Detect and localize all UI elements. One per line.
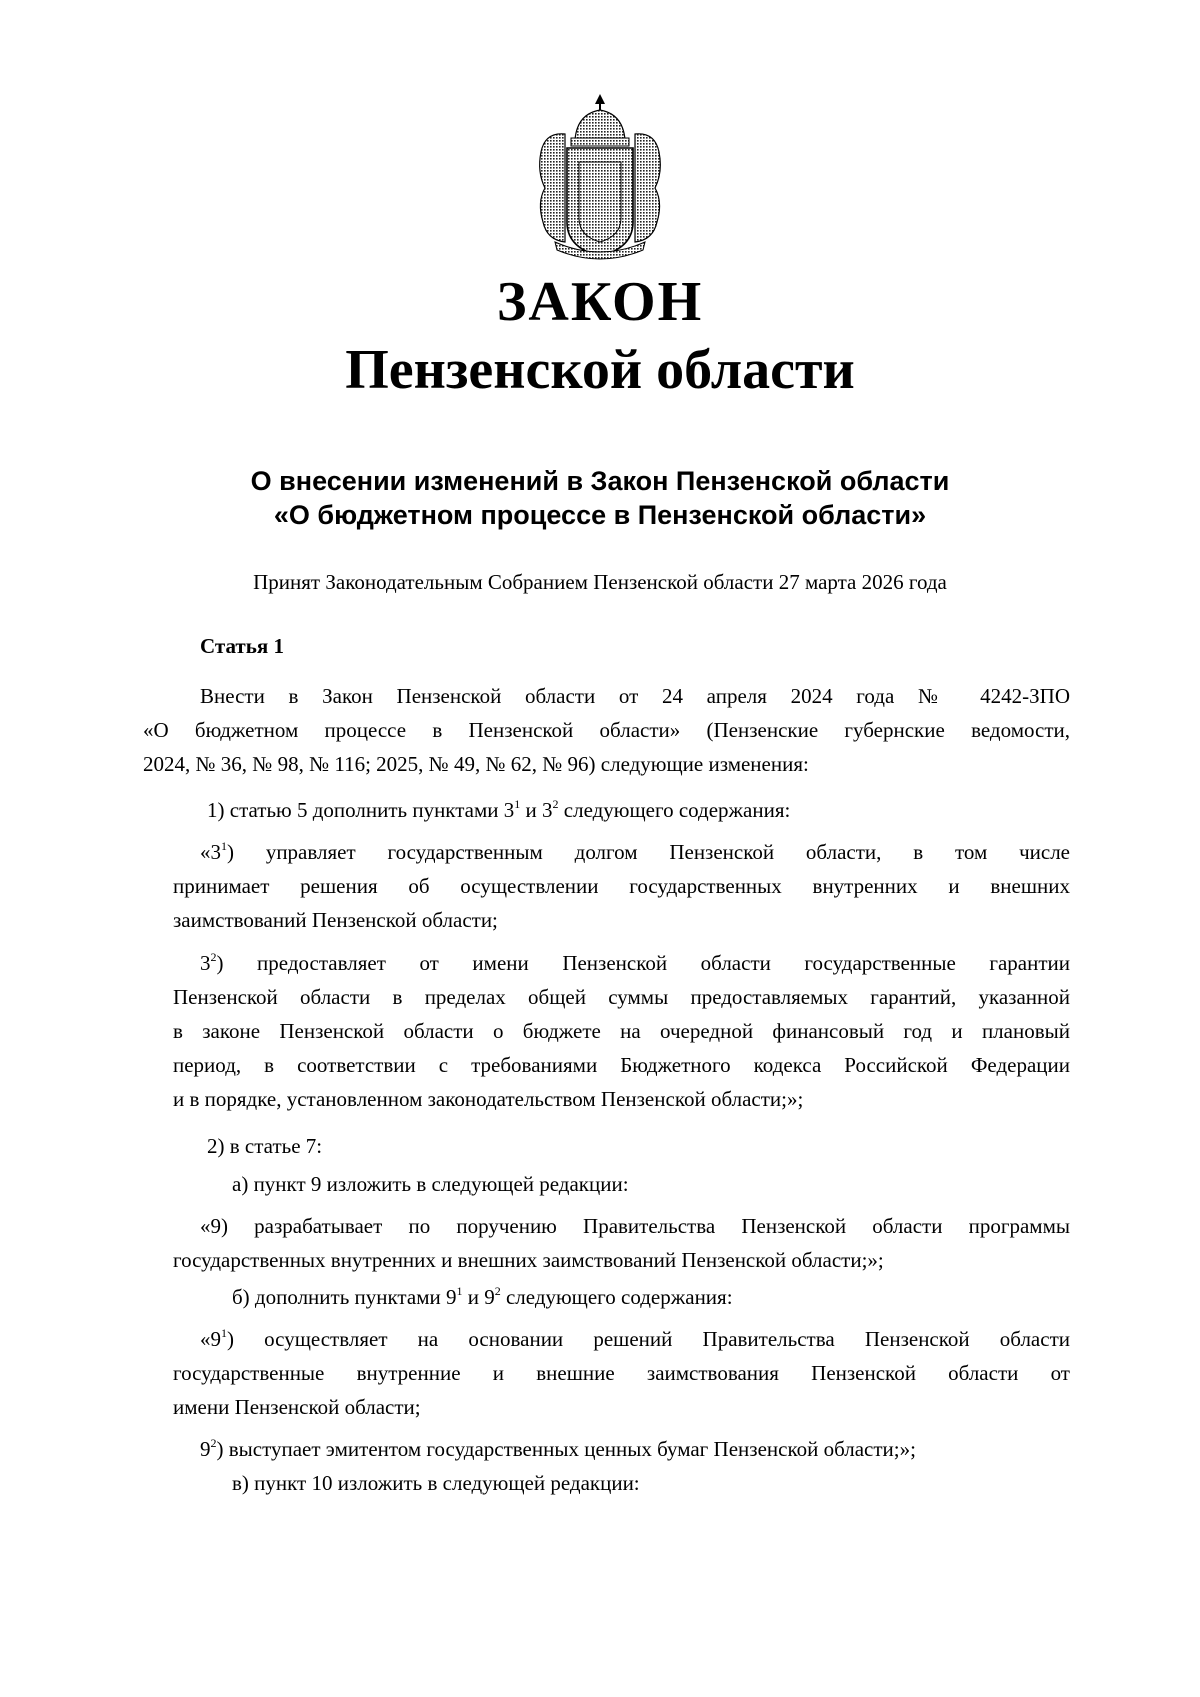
item-1-sup-b: 2 xyxy=(552,797,559,811)
point-3-2-number: 3 xyxy=(200,951,211,975)
item-1 xyxy=(207,793,1067,827)
point-3-1-line-1 xyxy=(200,835,1070,869)
item-1-text-a: 1) статью 5 дополнить пунктами 3 xyxy=(207,798,515,822)
point-3-1-line-3: заимствований Пензенской области; xyxy=(173,908,498,932)
intro-line-3: 2024, № 36, № 98, № 116; 2025, № 49, № 62, № 96) следующие изменения: xyxy=(143,752,809,776)
point-3-2-line-1 xyxy=(200,946,1070,980)
subitem-b xyxy=(232,1280,1072,1314)
item-1-text-c: следующего содержания: xyxy=(558,798,791,822)
point-9-1-line-3: имени Пензенской области; xyxy=(173,1395,421,1419)
subitem-a: а) пункт 9 изложить в следующей редакции: xyxy=(232,1172,629,1196)
law-title: ЗАКОН xyxy=(496,271,704,333)
point-3-1-line-2: принимает решения об осуществлении государственных внутренних и внешних xyxy=(173,874,1070,898)
subitem-b-sup-a: 1 xyxy=(456,1284,463,1298)
point-3-1-sup: 1 xyxy=(221,839,227,853)
point-9-2-text-1: ) выступает эмитентом государственных ценных бумаг Пензенской области;»; xyxy=(216,1437,916,1461)
point-3-2-line-2: Пензенской области в пределах общей суммы предоставляемых гарантий, указанной xyxy=(173,985,1070,1009)
article-title: Статья 1 xyxy=(200,634,284,658)
point-9-line-1: «9) разрабатывает по поручению Правительства Пензенской области программы xyxy=(200,1214,1070,1238)
adoption-statement: Принят Законодательным Собранием Пензенской области 27 марта 2026 года xyxy=(253,570,947,594)
subitem-c: в) пункт 10 изложить в следующей редакции: xyxy=(232,1471,640,1495)
law-subtitle-region: Пензенской области xyxy=(345,339,855,401)
point-9-1-sup: 1 xyxy=(221,1326,227,1340)
point-3-2-text-1: ) предоставляет от имени Пензенской области государственные гарантии xyxy=(216,951,1070,975)
point-3-2-sup: 2 xyxy=(210,950,217,964)
item-1-sup-a: 1 xyxy=(514,797,521,811)
point-9-1-number: «9 xyxy=(200,1327,221,1351)
point-9-1-line-1 xyxy=(200,1322,1070,1356)
subitem-b-text-b: и 9 xyxy=(462,1285,495,1309)
point-3-2-line-4: период, в соответствии с требованиями Бюджетного кодекса Российской Федерации xyxy=(173,1053,1070,1077)
subitem-b-text-a: б) дополнить пунктами 9 xyxy=(232,1285,457,1309)
item-2: 2) в статье 7: xyxy=(207,1134,323,1158)
point-9-1-line-2: государственные внутренние и внешние заимствования Пензенской области от xyxy=(173,1361,1070,1385)
coat-of-arms-icon xyxy=(535,92,665,260)
point-9-line-2: государственных внутренних и внешних заимствований Пензенской области;»; xyxy=(173,1248,884,1272)
intro-line-1: Внести в Закон Пензенской области от 24 апреля 2024 года № 4242-ЗПО xyxy=(200,684,1070,708)
law-heading-line2: «О бюджетном процессе в Пензенской области» xyxy=(273,500,927,530)
point-3-2-line-5: и в порядке, установленном законодательством Пензенской области;»; xyxy=(173,1087,804,1111)
subitem-b-text-c: следующего содержания: xyxy=(500,1285,733,1309)
item-1-text-b: и 3 xyxy=(520,798,553,822)
subitem-b-sup-b: 2 xyxy=(494,1284,501,1298)
point-3-2-line-3: в законе Пензенской области о бюджете на очередной финансовый год и плановый xyxy=(173,1019,1070,1043)
law-heading-line1: О внесении изменений в Закон Пензенской области xyxy=(250,466,950,496)
intro-line-2: «О бюджетном процессе в Пензенской области» (Пензенские губернские ведомости, xyxy=(143,718,1070,742)
point-9-2-number: 9 xyxy=(200,1437,211,1461)
point-9-2-line-1 xyxy=(200,1432,1070,1466)
point-3-1-text-1: ) управляет государственным долгом Пензенской области, в том числе xyxy=(227,840,1070,864)
point-3-1-number: «3 xyxy=(200,840,221,864)
point-9-1-text-1: ) осуществляет на основании решений Правительства Пензенской области xyxy=(227,1327,1070,1351)
point-9-2-sup: 2 xyxy=(210,1436,217,1450)
